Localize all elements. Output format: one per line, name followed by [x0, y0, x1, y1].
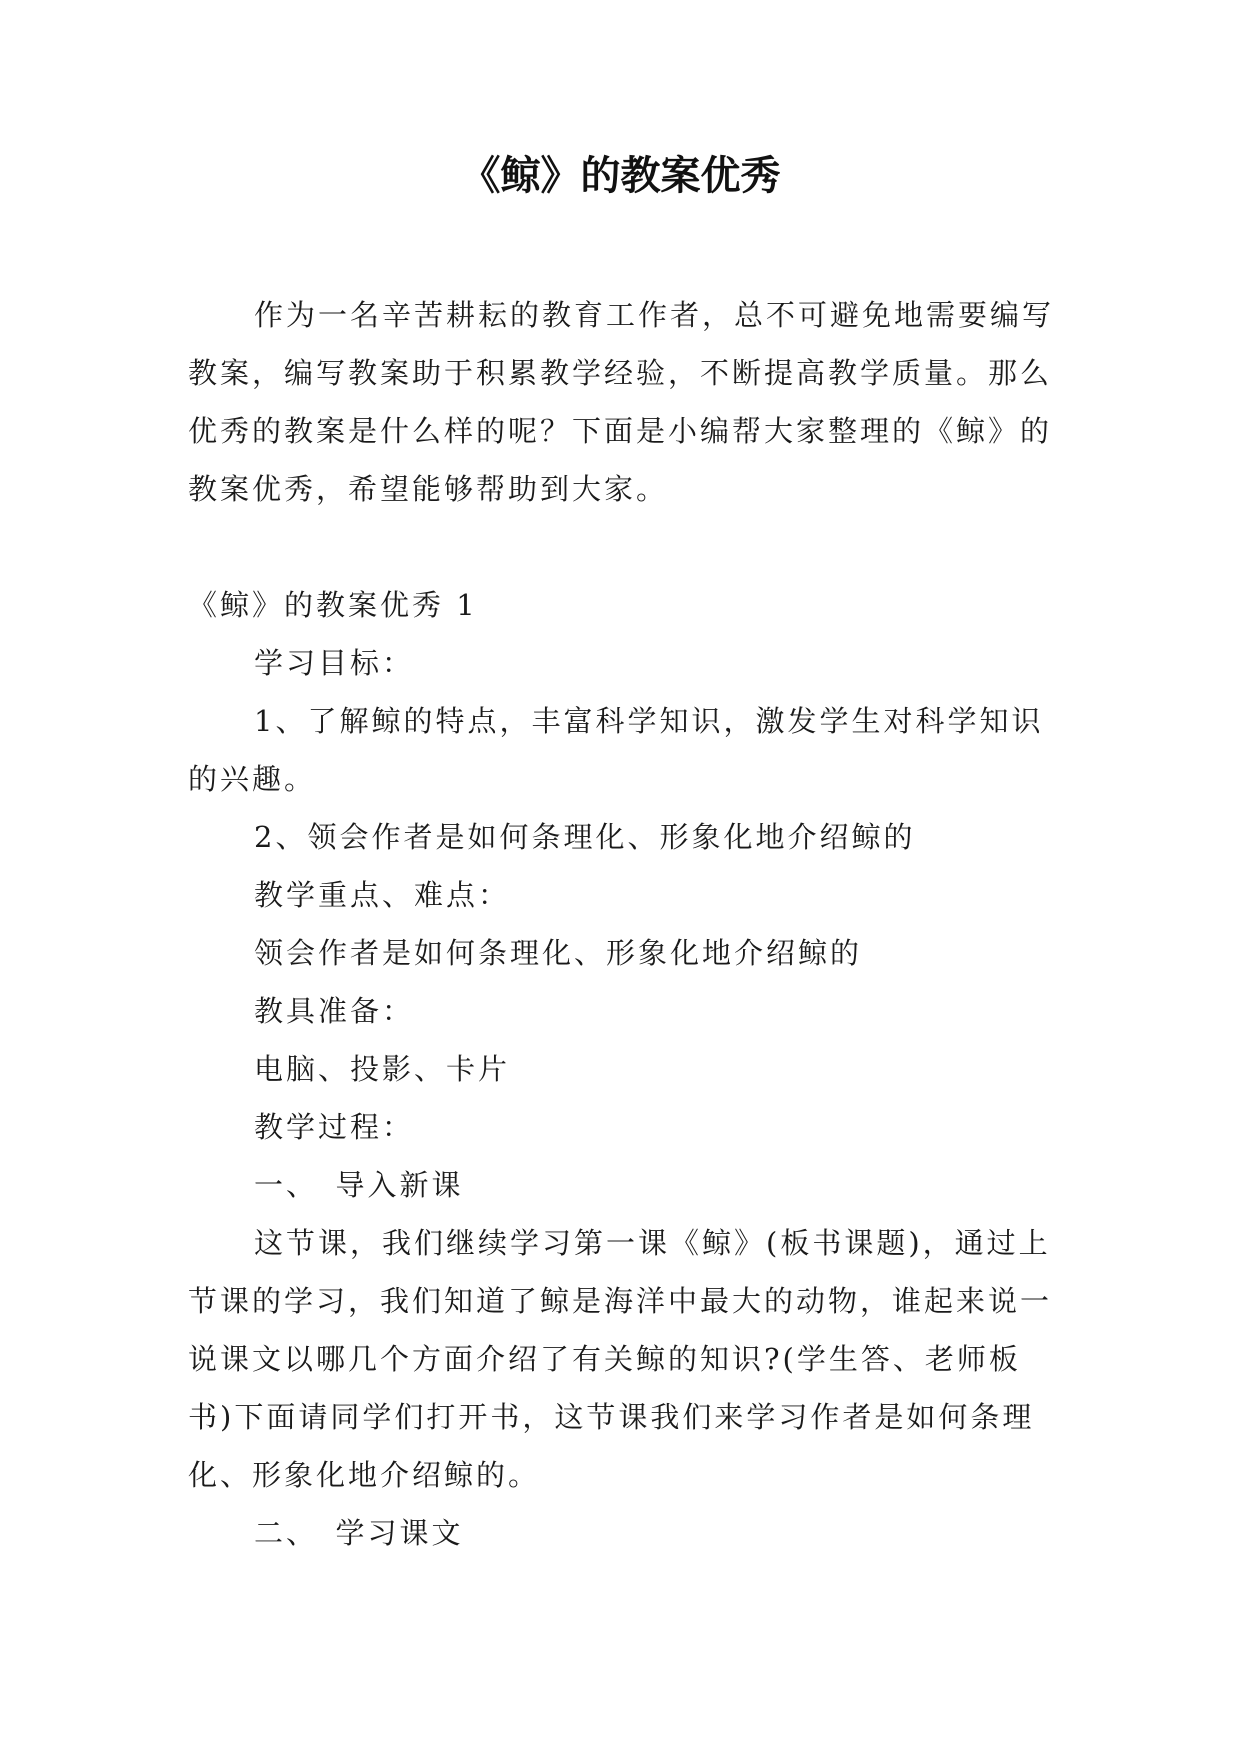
- paragraph-step-2-heading: 二、 学习课文: [254, 1516, 464, 1550]
- paragraph-materials-heading: 教具准备：: [254, 994, 415, 1028]
- document-title: 《鲸》的教案优秀: [460, 153, 781, 199]
- paragraph-process-heading: 教学过程：: [254, 1110, 415, 1144]
- intro-paragraph: 作为一名辛苦耕耘的教育工作者，总不可避免地需要编写教案，编写教案助于积累教学经验，不断提高教学质量。那么优秀的教案是什么样的呢？下面是小编帮大家整理的《鲸》的教案优秀，希望能够帮助到大家。: [188, 298, 1055, 506]
- paragraph-goal-1: 1、了解鲸的特点，丰富科学知识，激发学生对科学知识的兴趣。: [188, 704, 1044, 796]
- section-heading: 《鲸》的教案优秀 1: [188, 588, 478, 622]
- paragraph-step-1-body: 这节课，我们继续学习第一课《鲸》(板书课题)，通过上节课的学习，我们知道了鲸是海洋中最大的动物，谁起来说一说课文以哪几个方面介绍了有关鲸的知识?(学生答、老师板书)下面请同学们打开书，这节课我们来学习作者是如何条理化、形象化地介绍鲸的。: [188, 1226, 1053, 1492]
- paragraph-key-points-heading: 教学重点、难点：: [254, 878, 511, 912]
- paragraph-learning-goals: 学习目标：: [254, 646, 415, 680]
- paragraph-goal-2: 2、领会作者是如何条理化、形象化地介绍鲸的: [254, 820, 916, 854]
- paragraph-key-points: 领会作者是如何条理化、形象化地介绍鲸的: [254, 936, 863, 970]
- document-body: [188, 286, 1058, 1562]
- paragraph-step-1-heading: 一、 导入新课: [254, 1168, 464, 1202]
- paragraph-materials: 电脑、投影、卡片: [254, 1052, 511, 1086]
